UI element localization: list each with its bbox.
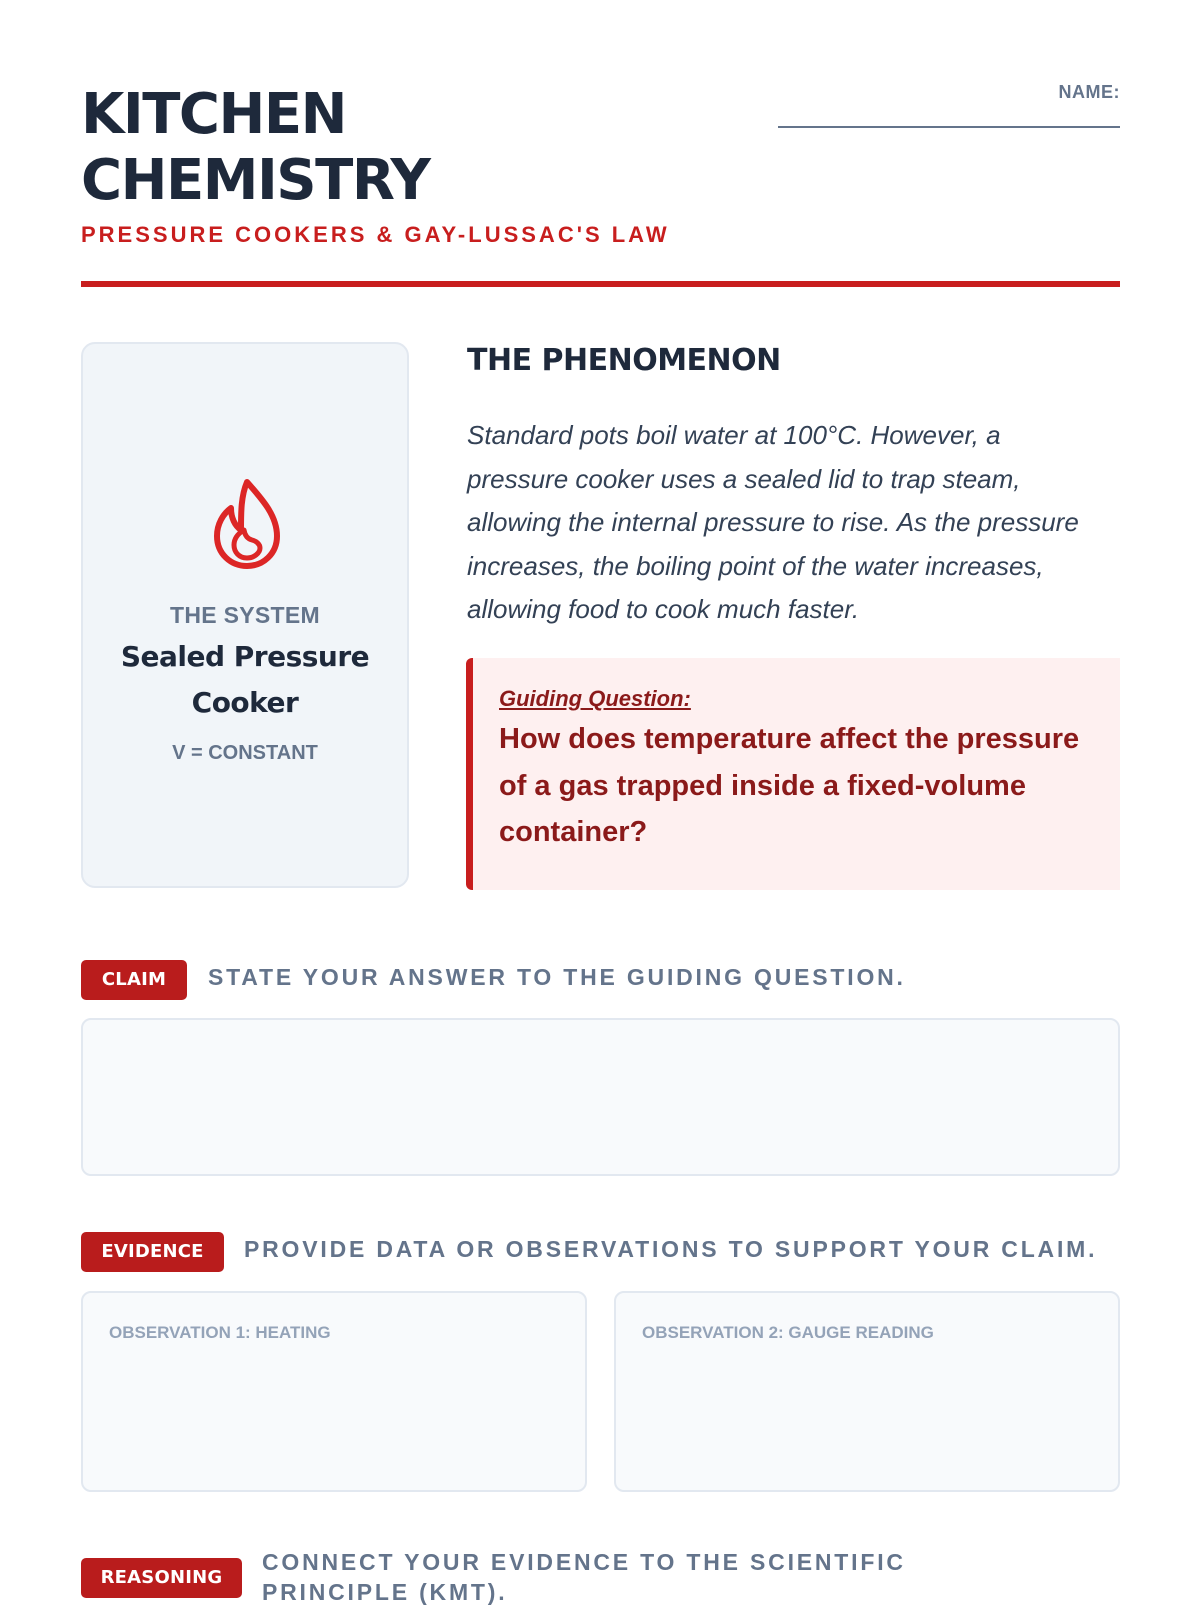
guiding-question-label: Guiding Question: bbox=[499, 686, 691, 711]
observation-2-label: OBSERVATION 2: GAUGE READING bbox=[642, 1323, 934, 1342]
worksheet-subtitle: PRESSURE COOKERS & GAY-LUSSAC'S LAW bbox=[81, 222, 670, 247]
title-line-2: CHEMISTRY bbox=[81, 148, 430, 213]
reasoning-prompt: CONNECT YOUR EVIDENCE TO THE SCIENTIFIC PRINCIPLE (KMT). bbox=[262, 1549, 906, 1605]
flame-icon bbox=[211, 474, 283, 574]
guiding-question-text: How does temperature affect the pressure of a gas trapped inside a fixed-volume container? bbox=[499, 723, 1080, 848]
phenomenon-text: Standard pots boil water at 100°C. However, a pressure cooker uses a sealed lid to trap steam, allowing the internal pressure to rise. As the pressure increases, the boiling point of the water increases, allowing food to cook much faster. bbox=[467, 420, 1079, 624]
reasoning-badge: REASONING bbox=[81, 1558, 242, 1598]
worksheet-title bbox=[81, 82, 429, 214]
claim-prompt: STATE YOUR ANSWER TO THE GUIDING QUESTION. bbox=[208, 964, 906, 990]
system-name: Sealed Pressure Cooker bbox=[120, 640, 370, 719]
system-constant: V = CONSTANT bbox=[172, 742, 318, 764]
guiding-question-box bbox=[466, 658, 1120, 890]
evidence-prompt: PROVIDE DATA OR OBSERVATIONS TO SUPPORT YOUR CLAIM. bbox=[244, 1236, 1098, 1262]
name-label: NAME: bbox=[1058, 82, 1120, 102]
observation-1-box[interactable] bbox=[81, 1291, 587, 1492]
claim-answer-box[interactable] bbox=[81, 1018, 1120, 1176]
title-line-1: KITCHEN bbox=[81, 82, 347, 147]
claim-badge: CLAIM bbox=[81, 960, 187, 1000]
phenomenon-heading: THE PHENOMENON bbox=[467, 343, 781, 378]
observation-2-box[interactable] bbox=[614, 1291, 1120, 1492]
system-card bbox=[81, 342, 409, 888]
system-label: THE SYSTEM bbox=[170, 602, 320, 628]
name-input-line[interactable] bbox=[778, 126, 1120, 128]
evidence-badge: EVIDENCE bbox=[81, 1232, 224, 1272]
observation-1-label: OBSERVATION 1: HEATING bbox=[109, 1323, 331, 1342]
header-divider bbox=[81, 281, 1120, 287]
